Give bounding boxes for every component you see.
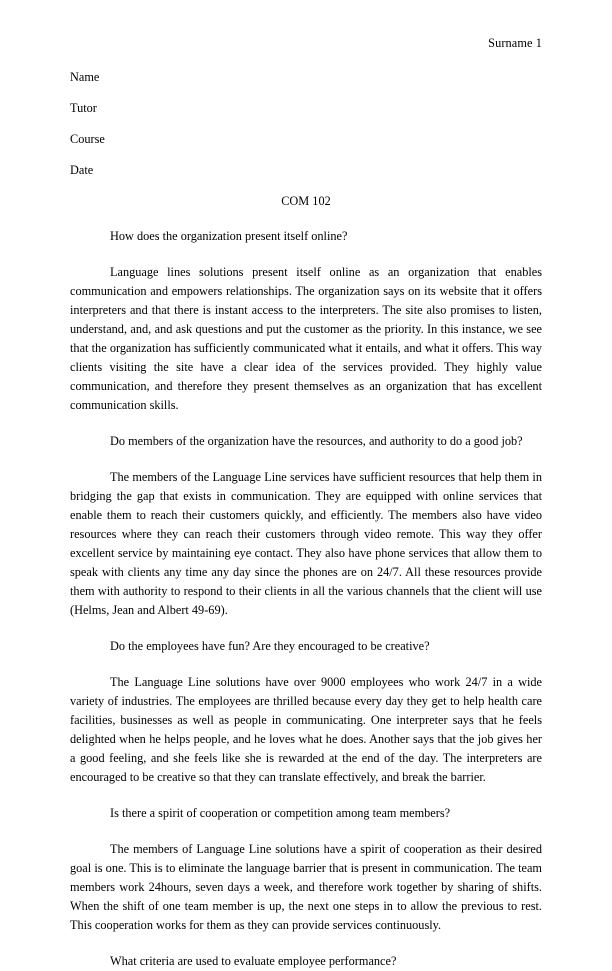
section-question: How does the organization present itself online? [110, 229, 348, 243]
section-question: Is there a spirit of cooperation or competition among team members? [110, 806, 451, 820]
body-paragraph: The members of the Language Line services have sufficient resources that help them in bridging the gap that exists in communication. They are equipped with online services that enable them to reach their customers quickly, and efficiently. The members also have video resources where they can reach their customers through video remote. This way they offer excellent service by maintaining eye contact. They also have phone services that allow them to speak with clients any time any day since the phones are on 24/7. All these resources provide them with authority to respond to their clients in all the various channels that the client will use (Helms, Jean and Albert 49-69). [70, 470, 542, 617]
content-container [70, 227, 542, 971]
body-paragraph: The Language Line solutions have over 9000 employees who work 24/7 in a wide variety of industries. The employees are thrilled because every day they get to help health care facilities, businesses as well as people in communicating. One interpreter says that he feels delighted when he helps people, and he loves what he does. Another says that the job gives her a good feeling, and she feels like she is rewarded at the end of the day. The interpreters are encouraged to be creative so that they can translate effectively, and break the barrier. [70, 675, 542, 784]
document-body [70, 70, 542, 971]
body-paragraph: Language lines solutions present itself online as an organization that enables communication and empowers relationships. The organization says on its website that it offers interpreters and that there is instant access to the interpreters. The site also promises to listen, understand, and, and ask questions and put the customer as the priority. In this instance, we see that the organization has sufficiently communicated what it entails, and what it offers. This way clients visiting the site have a clear idea of the services provided. They highly value communication, and therefore they present themselves as an organization that has excellent communication skills. [70, 265, 542, 412]
section-question: Do the employees have fun? Are they encouraged to be creative? [110, 639, 430, 653]
page-title: COM 102 [281, 194, 331, 208]
heading-course: Course [70, 132, 105, 146]
body-paragraph: The members of Language Line solutions have a spirit of cooperation as their desired goal is one. This is to eliminate the language barrier that is present in communication. The team members work 24hours, seven days a week, and therefore work together by sharing of shifts. When the shift of one team member is up, the next one steps in to allow the previous to rest. This cooperation works for them as they can provide services continuously. [70, 842, 542, 932]
section-question: Do members of the organization have the resources, and authority to do a good job? [110, 434, 523, 448]
running-head: Surname 1 [488, 36, 542, 50]
heading-date: Date [70, 163, 94, 177]
heading-name: Name [70, 70, 100, 84]
section-question: What criteria are used to evaluate employee performance? [110, 954, 397, 968]
heading-tutor: Tutor [70, 101, 97, 115]
